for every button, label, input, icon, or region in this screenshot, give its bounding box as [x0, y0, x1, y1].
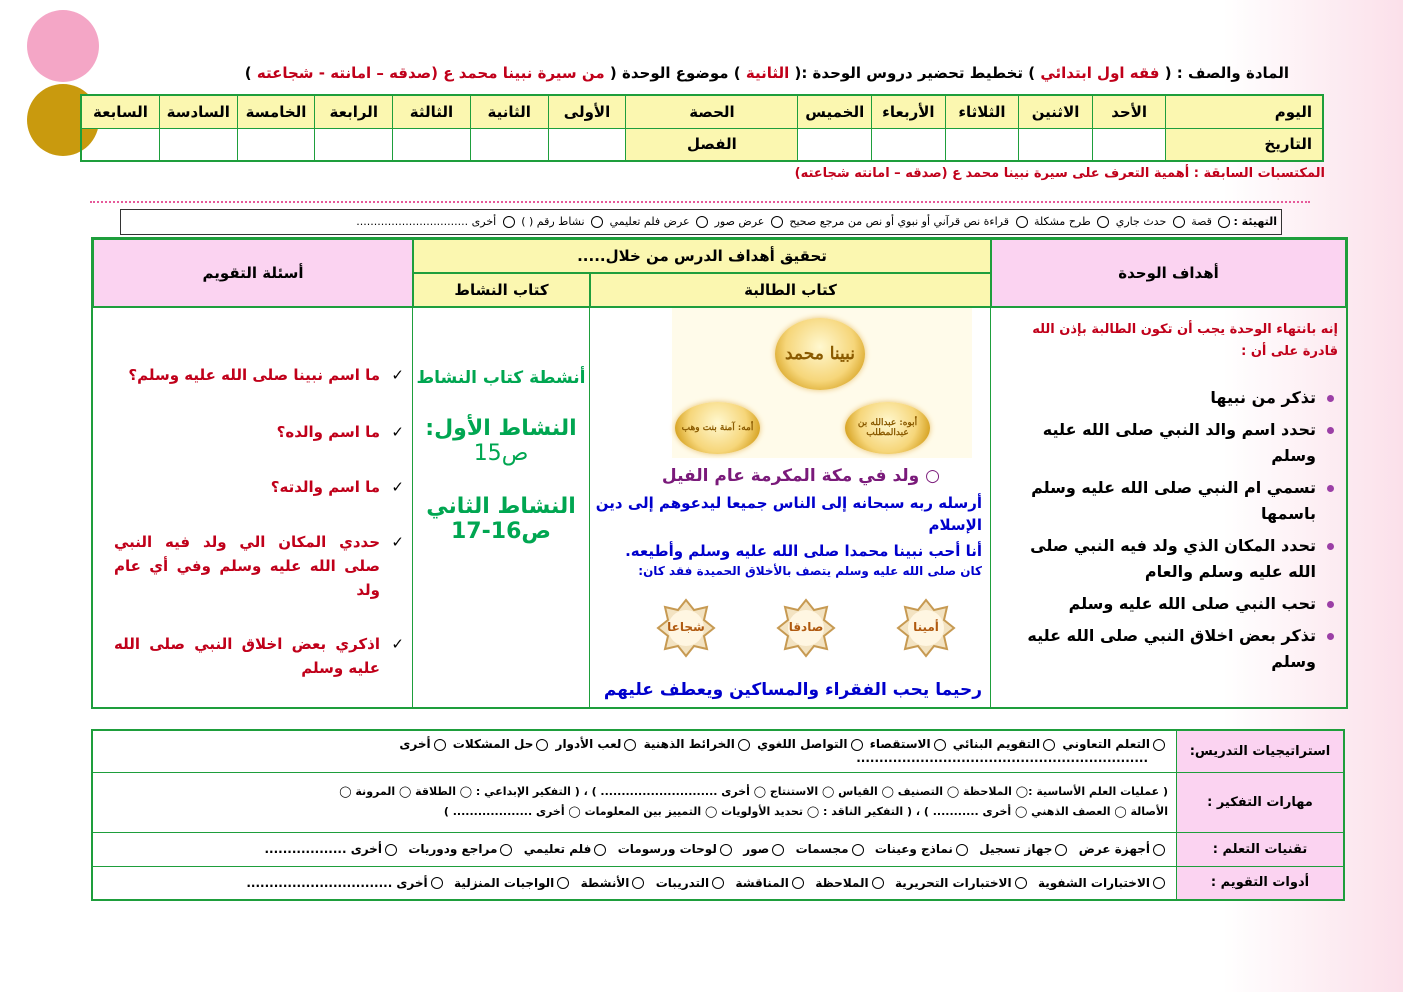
- class-cell[interactable]: [315, 128, 393, 161]
- traits-intro: كان صلى الله عليه وسلم يتصف بالأخلاق الحميدة فقد كان:: [638, 564, 982, 578]
- radio-icon[interactable]: [738, 739, 750, 751]
- trait-sadiq: صادقا: [788, 620, 824, 634]
- question-text: ما اسم والدته؟: [270, 478, 380, 496]
- question-text: ما اسم والده؟: [276, 423, 380, 441]
- option-label: جهاز تسجيل: [979, 842, 1053, 856]
- date-cell[interactable]: [1092, 128, 1166, 161]
- goals-column: [998, 319, 1338, 681]
- radio-icon[interactable]: [1218, 216, 1230, 228]
- radio-icon[interactable]: [771, 216, 783, 228]
- option-label: الاختبارات الشفوية: [1037, 875, 1150, 890]
- prior-knowledge-value: أهمية التعرف على سيرة نبينا محمد ع (صدقه – امانته شجاعته): [794, 166, 1190, 181]
- radio-icon[interactable]: [792, 877, 804, 889]
- day-label: اليوم: [1166, 95, 1323, 128]
- tech-options: [92, 832, 1177, 866]
- radio-icon[interactable]: [434, 739, 446, 751]
- radio-icon[interactable]: [1153, 844, 1165, 856]
- tech-label: تقنيات التعلم :: [1177, 832, 1345, 866]
- radio-icon[interactable]: [385, 844, 397, 856]
- activity-column: [413, 308, 589, 708]
- father-medal: أبوه: عبدالله بن عبدالمطلب: [845, 402, 930, 454]
- warmup-option: طرح مشكلة: [1034, 215, 1091, 228]
- radio-icon[interactable]: [591, 216, 603, 228]
- class-cell[interactable]: [393, 128, 471, 161]
- radio-icon[interactable]: [1016, 216, 1028, 228]
- strategies-more: ................................................................: [856, 751, 1148, 766]
- option-label: مراجع ودوريات: [408, 842, 498, 856]
- radio-icon[interactable]: [1097, 216, 1109, 228]
- check-icon: ✓: [391, 635, 404, 653]
- radio-icon[interactable]: [1015, 877, 1027, 889]
- achieve-header: تحقيق أهداف الدرس من خلال.....: [413, 239, 991, 273]
- date-cell[interactable]: [872, 128, 946, 161]
- assessment-column: [114, 363, 404, 680]
- radio-icon[interactable]: [632, 877, 644, 889]
- option-label: الواجبات المنزلية: [454, 875, 555, 890]
- option-label: التواصل اللغوي: [757, 737, 848, 752]
- question-text: حددي المكان الي ولد فيه النبي صلى الله عليه وسلم وفي أي عام ولد: [114, 533, 380, 599]
- activity-title: أنشطة كتاب النشاط: [416, 368, 586, 388]
- goal-item: تحب النبي صلى الله عليه وسلم: [998, 591, 1338, 617]
- class-cell[interactable]: [81, 128, 159, 161]
- topic-close: ): [244, 64, 252, 82]
- tools-label: أدوات التقويم :: [1177, 866, 1345, 900]
- thinking-line: ( عمليات العلم الأساسية :◯ الملاحظة ◯ التصنيف ◯ القياس ◯ الاستنتاج ◯ أخرى ............................ ) ، ( التفكير الإبداعي : ◯ الطلاقة ◯ المرونة ◯: [339, 785, 1168, 798]
- born-line: [662, 466, 940, 486]
- goals-intro: إنه بانتهاء الوحدة يجب أن تكون الطالبة بإذن الله قادرة على أن :: [1032, 322, 1338, 359]
- born-text: ولد في مكة المكرمة عام الفيل: [661, 466, 920, 486]
- option-label: لوحات ورسومات: [617, 842, 717, 856]
- activity-1-page: ص15: [473, 441, 529, 466]
- radio-icon[interactable]: [1153, 877, 1165, 889]
- merciful-text: رحيما يحب الفقراء والمساكين ويعطف عليهم: [603, 680, 982, 700]
- radio-icon[interactable]: [1153, 739, 1165, 751]
- question-item: [114, 363, 404, 387]
- assessment-header: أسئلة التقويم: [93, 239, 413, 307]
- radio-icon[interactable]: [500, 844, 512, 856]
- option-label: التدريبات: [655, 875, 710, 890]
- period-cell: الرابعة: [315, 95, 393, 128]
- class-cell[interactable]: [470, 128, 548, 161]
- radio-icon[interactable]: [851, 739, 863, 751]
- option-label: أجهزة عرض: [1078, 842, 1150, 856]
- goal-item: تذكر بعض اخلاق النبي صلى الله عليه وسلم: [998, 623, 1338, 675]
- option-label: الأنشطة: [580, 875, 630, 890]
- option-label: المناقشة: [735, 875, 789, 890]
- option-label: التعلم التعاوني: [1062, 737, 1150, 752]
- day-cell: الأربعاء: [872, 95, 946, 128]
- day-cell: الخميس: [798, 95, 872, 128]
- topic-label: ) موضوع الوحدة (: [609, 64, 741, 82]
- period-cell: السادسة: [159, 95, 237, 128]
- radio-icon[interactable]: [503, 216, 515, 228]
- option-label: مجسمات: [795, 842, 849, 856]
- goals-header: أهداف الوحدة: [991, 239, 1346, 307]
- radio-icon[interactable]: [1173, 216, 1185, 228]
- option-label: التقويم البنائي: [952, 737, 1041, 752]
- radio-icon[interactable]: [624, 739, 636, 751]
- question-text: اذكري بعض اخلاق النبي صلى الله عليه وسلم: [114, 635, 380, 677]
- warmup-option: قصة: [1191, 215, 1212, 228]
- period-cell: الأولى: [548, 95, 626, 128]
- radio-icon[interactable]: [1055, 844, 1067, 856]
- unit-number: الثانية: [740, 64, 790, 82]
- topic-value: من سيرة نبينا محمد ع (صدقه – امانته - شجاعته: [256, 64, 605, 82]
- main-lesson-box: [91, 237, 1348, 709]
- period-cell: السابعة: [81, 95, 159, 128]
- date-label: التاريخ: [1166, 128, 1323, 161]
- option-label: نماذج وعينات: [874, 842, 953, 856]
- goal-item: تحدد المكان الذي ولد فيه النبي صلى الله عليه وسلم والعام: [998, 533, 1338, 585]
- period-cell: الثالثة: [393, 95, 471, 128]
- activity-book-header: كتاب النشاط: [413, 273, 590, 307]
- option-label: الملاحظة: [815, 875, 869, 890]
- goal-item: تسمي ام النبي صلى الله عليه وسلم باسمها: [998, 475, 1338, 527]
- love-text: أنا أحب نبينا محمدا صلى الله عليه وسلم وأطيعه.: [625, 542, 982, 560]
- warmup-label: التهيئة :: [1233, 215, 1277, 228]
- strategies-label: استراتيجيات التدريس:: [1177, 730, 1345, 772]
- subject-label: المادة والصف : (: [1164, 64, 1289, 82]
- day-cell: الأحد: [1092, 95, 1166, 128]
- question-item: [114, 420, 404, 444]
- radio-icon[interactable]: [696, 216, 708, 228]
- radio-icon[interactable]: [956, 844, 968, 856]
- check-icon: ✓: [391, 478, 404, 496]
- warmup-option: نشاط رقم ( ): [521, 215, 585, 228]
- class-cell[interactable]: [159, 128, 237, 161]
- subject-value: فقه اول ابتدائي: [1040, 64, 1160, 82]
- warmup-option: قراءة نص قرآني أو نبوي أو نص من مرجع صحيح: [789, 215, 1009, 228]
- prior-knowledge: [795, 166, 1325, 181]
- warmup-option: عرض صور: [714, 215, 765, 228]
- activity-2-label: النشاط الثاني: [426, 494, 576, 519]
- thinking-line: الأصالة ◯ العصف الذهني ◯ أخرى ........... ) ، ( التفكير الناقد : ◯ تحديد الأولويات ◯ التمييز بين المعلومات ◯ أخرى ................... ): [443, 805, 1168, 818]
- date-cell[interactable]: [945, 128, 1019, 161]
- radio-icon[interactable]: [594, 844, 606, 856]
- check-icon: ✓: [391, 533, 404, 551]
- radio-icon[interactable]: [872, 877, 884, 889]
- mother-medal: أمه: آمنة بنت وهب: [675, 402, 760, 454]
- radio-icon[interactable]: [431, 877, 443, 889]
- radio-icon[interactable]: [720, 844, 732, 856]
- trait-amin: أمينا: [913, 620, 939, 634]
- tools-options: [92, 866, 1177, 900]
- question-item: [114, 530, 404, 602]
- column-divider: [990, 307, 991, 707]
- question-item: [114, 632, 404, 680]
- class-label: الفصل: [626, 128, 798, 161]
- question-item: [114, 475, 404, 499]
- option-label: الاستقصاء: [869, 737, 931, 752]
- strategies-options: [92, 730, 1177, 772]
- period-cell: الخامسة: [237, 95, 315, 128]
- radio-icon[interactable]: [557, 877, 569, 889]
- warmup-option: حدث جاري: [1115, 215, 1167, 228]
- day-cell: الثلاثاء: [945, 95, 1019, 128]
- date-cell[interactable]: [1019, 128, 1093, 161]
- class-cell[interactable]: [237, 128, 315, 161]
- option-label: الاختبارات التحريرية: [894, 875, 1012, 890]
- bottom-table: [91, 729, 1345, 901]
- radio-icon[interactable]: [852, 844, 864, 856]
- option-label: صور: [743, 842, 770, 856]
- circle-bullet-icon: ○: [925, 466, 940, 486]
- warmup-option: أخرى ................................: [356, 215, 497, 228]
- option-label: حل المشكلات: [452, 737, 534, 752]
- student-book-header: كتاب الطالبة: [590, 273, 991, 307]
- prior-knowledge-label: المكتسبات السابقة :: [1189, 166, 1325, 181]
- option-label: الخرائط الذهنية: [643, 737, 735, 752]
- day-cell: الاثنين: [1019, 95, 1093, 128]
- radio-icon[interactable]: [772, 844, 784, 856]
- option-label: أخرى: [399, 737, 431, 752]
- goal-item: تذكر من نبيها: [998, 385, 1338, 411]
- period-cell: الثانية: [470, 95, 548, 128]
- option-label: لعب الأدوار: [555, 737, 622, 752]
- trait-shuja: شجاعا: [667, 620, 705, 634]
- thinking-label: مهارات التفكير :: [1177, 772, 1345, 832]
- schedule-table: [80, 94, 1324, 162]
- page-title: [89, 64, 1289, 82]
- prophet-name-medal: نبينا محمد: [775, 318, 865, 390]
- radio-icon[interactable]: [1043, 739, 1055, 751]
- question-text: ما اسم نبينا صلى الله عليه وسلم؟: [128, 366, 380, 384]
- radio-icon[interactable]: [934, 739, 946, 751]
- class-cell[interactable]: [548, 128, 626, 161]
- activity-1-label: النشاط الأول:: [425, 416, 577, 441]
- radio-icon[interactable]: [712, 877, 724, 889]
- period-label: الحصة: [626, 95, 798, 128]
- warmup-row: [120, 209, 1282, 235]
- option-label: فلم تعليمي: [523, 842, 592, 856]
- dotted-divider: [90, 201, 1310, 203]
- check-icon: ✓: [391, 423, 404, 441]
- sent-text: أرسله ربه سبحانه إلى الناس جميعا ليدعوهم إلى دين الإسلام: [595, 494, 982, 534]
- goal-item: تحدد اسم والد النبي صلى الله عليه وسلم: [998, 417, 1338, 469]
- option-label: أخرى ................................: [246, 875, 428, 890]
- activity-2-page: ص16-17: [451, 519, 551, 544]
- warmup-option: عرض فلم تعليمي: [609, 215, 690, 228]
- radio-icon[interactable]: [536, 739, 548, 751]
- plan-label: ) تخطيط تحضير دروس الوحدة :(: [794, 64, 1036, 82]
- thinking-options: [92, 772, 1177, 832]
- student-book-column: [590, 308, 990, 708]
- date-cell[interactable]: [798, 128, 872, 161]
- check-icon: ✓: [391, 366, 404, 384]
- option-label: أخرى ..................: [264, 842, 382, 856]
